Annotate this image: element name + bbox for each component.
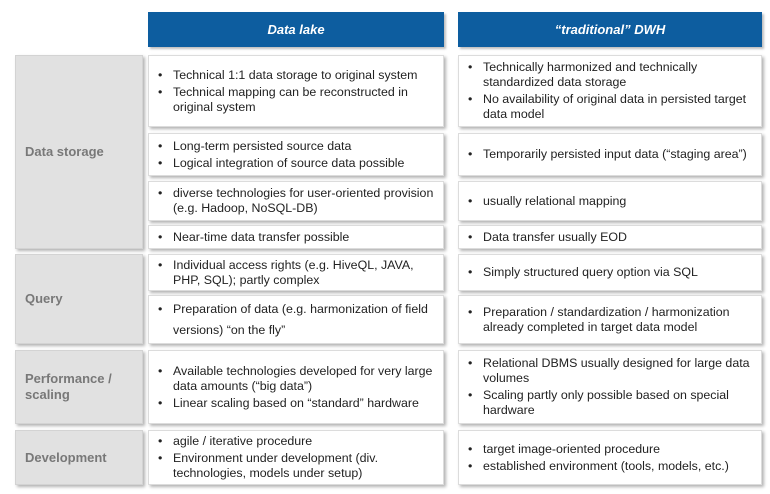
dwh-cell [458,133,762,176]
column-header-traditional-dwh [458,12,762,47]
data-lake-cell [148,133,444,176]
column-header-label: Data lake [267,22,325,37]
bullet-item: • Near-time data transfer possible [157,230,435,245]
bullet-item: • Environment under development (div. technologies, models under setup) [157,451,435,481]
data-lake-cell [148,295,444,344]
data-lake-cell [148,350,444,424]
bullet-item: • Available technologies developed for very large data amounts (“big data”) [157,364,435,394]
category-label: Data storage [25,144,104,159]
bullet-item: • Simply structured query option via SQL [467,265,753,280]
bullet-item: • Data transfer usually EOD [467,230,753,245]
dwh-cell [458,295,762,344]
category-performance-scaling [15,350,143,424]
bullet-item: • Technical 1:1 data storage to original system [157,68,435,83]
data-lake-cell [148,254,444,291]
bullet-item: • diverse technologies for user-oriented provision (e.g. Hadoop, NoSQL-DB) [157,186,435,216]
data-lake-cell [148,181,444,221]
bullet-item: • Temporarily persisted input data (“staging area”) [467,147,753,162]
bullet-item: • Preparation / standardization / harmonization already completed in target data model [467,305,753,335]
data-lake-cell [148,225,444,249]
bullet-item: • agile / iterative procedure [157,434,435,449]
dwh-cell [458,350,762,424]
dwh-cell [458,181,762,221]
category-data-storage [15,55,143,249]
bullet-item: • No availability of original data in persisted target data model [467,92,753,122]
category-development [15,430,143,485]
column-header-data-lake [148,12,444,47]
bullet-item: • Technical mapping can be reconstructed in original system [157,85,435,115]
data-lake-cell [148,430,444,485]
bullet-item: • target image-oriented procedure [467,442,753,457]
category-query [15,254,143,344]
bullet-item: • Relational DBMS usually designed for large data volumes [467,356,753,386]
bullet-item: • Linear scaling based on “standard” hardware [157,396,435,411]
category-label: Query [25,291,63,306]
column-header-label: “traditional” DWH [554,22,666,37]
bullet-item: • established environment (tools, models, etc.) [467,459,753,474]
category-label: Development [25,449,107,465]
bullet-item: • usually relational mapping [467,194,753,209]
bullet-item: • Logical integration of source data possible [157,156,435,171]
bullet-item: • Preparation of data (e.g. harmonization of field versions) “on the fly” [157,299,435,341]
category-label: Performance / scaling [25,371,112,402]
bullet-item: • Long-term persisted source data [157,139,435,154]
bullet-item: • Technically harmonized and technically standardized data storage [467,60,753,90]
dwh-cell [458,55,762,127]
bullet-item: • Scaling partly only possible based on special hardware [467,388,753,418]
dwh-cell [458,225,762,249]
data-lake-cell [148,55,444,127]
bullet-item: • Individual access rights (e.g. HiveQL, JAVA, PHP, SQL); partly complex [157,258,435,288]
dwh-cell [458,430,762,485]
dwh-cell [458,254,762,291]
